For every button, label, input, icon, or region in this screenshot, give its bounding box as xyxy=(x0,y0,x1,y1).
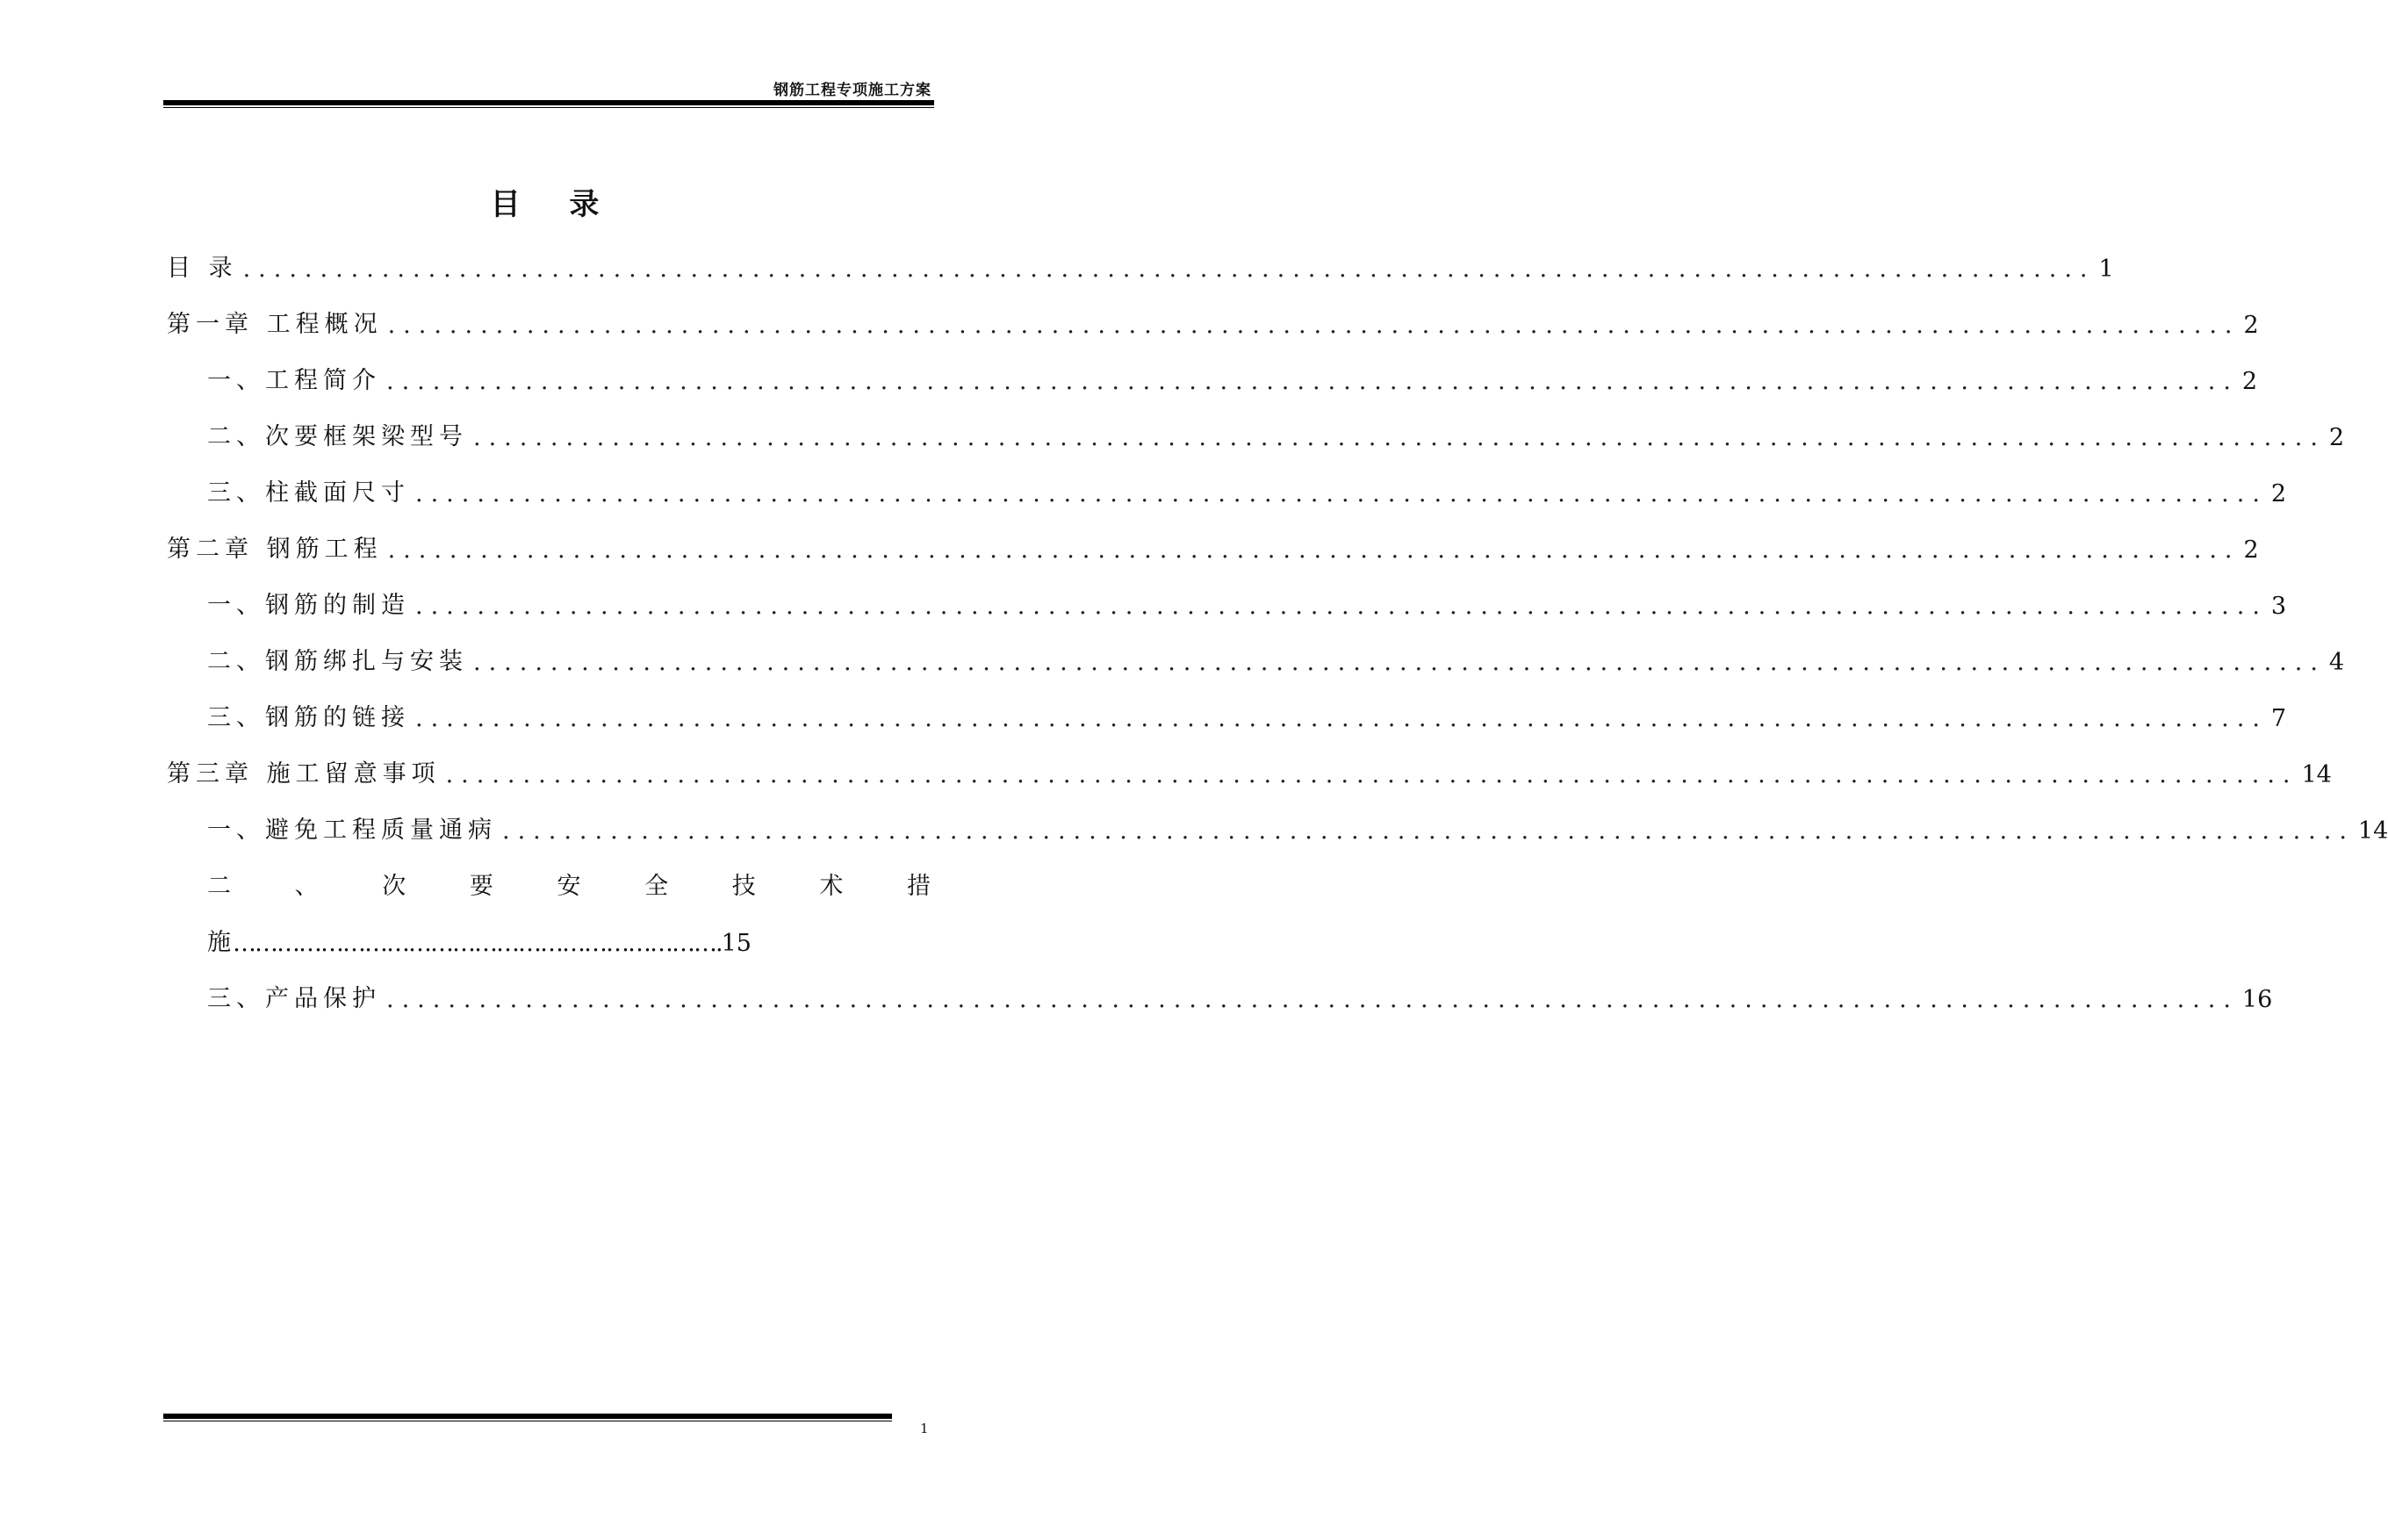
toc-entry-safety-measures-cont[interactable] xyxy=(207,922,752,957)
toc-page-number: 14 xyxy=(2301,761,2332,788)
toc-leader: ........................................................................................................................ xyxy=(502,817,2355,845)
footer-rule xyxy=(163,1414,892,1419)
toc-entry-rebar-connection[interactable] xyxy=(207,697,2287,732)
running-header: 钢筋工程专项施工方案 xyxy=(773,82,931,99)
toc-leader: …………………………………………………………. xyxy=(233,930,722,957)
toc-entry-chapter-2[interactable] xyxy=(167,529,2259,564)
toc-entry-project-intro[interactable] xyxy=(207,360,2258,395)
toc-page-number: 2 xyxy=(2270,480,2287,507)
toc-leader: ........................................................................................................................ xyxy=(415,480,2268,507)
toc-page-number: 14 xyxy=(2357,817,2388,845)
toc-entry-label: 一、钢筋的制造 xyxy=(207,592,410,619)
toc-entry-label: 三、钢筋的链接 xyxy=(207,704,410,731)
toc-page-number: 2 xyxy=(2241,368,2258,395)
toc-entry-label: 三、柱截面尺寸 xyxy=(207,479,410,507)
toc-entry-char: 二 xyxy=(207,873,231,900)
toc-page-number: 2 xyxy=(2243,312,2259,339)
toc-entry-chapter-1[interactable] xyxy=(167,304,2259,339)
toc-page-number: 15 xyxy=(721,930,752,957)
toc-entry-char: 技 xyxy=(731,873,756,900)
toc-entry-label: 目 录 xyxy=(167,255,238,282)
toc-entry-contents[interactable] xyxy=(167,248,2114,283)
toc-entry-chapter-3[interactable] xyxy=(167,753,2332,788)
toc-leader: ........................................................................................................................ xyxy=(387,312,2241,339)
header-rule-thin xyxy=(163,107,934,108)
toc-title: 目 录 xyxy=(490,187,619,222)
toc-entry-label: 第一章 工程概况 xyxy=(167,311,383,338)
toc-entry-char: 、 xyxy=(294,873,319,900)
toc-entry-label: 二、次要框架梁型号 xyxy=(207,423,468,450)
toc-page-number: 2 xyxy=(2243,536,2259,564)
toc-leader: ........................................................................................................................ xyxy=(386,368,2239,395)
toc-leader: ........................................................................................................................ xyxy=(386,986,2239,1013)
toc-entry-label: 一、避免工程质量通病 xyxy=(207,817,497,844)
toc-entry-char: 术 xyxy=(819,873,844,900)
header-rule xyxy=(163,100,934,105)
footer-page-number: 1 xyxy=(920,1421,929,1436)
toc-leader: ........................................................................................................................ xyxy=(242,255,2096,283)
toc-entry-label: 一、工程简介 xyxy=(207,367,381,394)
toc-entry-label: 三、产品保护 xyxy=(207,985,381,1012)
toc-page-number: 3 xyxy=(2270,593,2287,620)
toc-leader: ........................................................................................................................ xyxy=(415,593,2268,620)
toc-entry-safety-measures[interactable] xyxy=(207,866,931,901)
toc-page-number: 1 xyxy=(2098,255,2114,283)
toc-leader: ........................................................................................................................ xyxy=(415,705,2268,732)
toc-page-number: 4 xyxy=(2328,649,2345,676)
toc-entry-label: 第三章 施工留意事项 xyxy=(167,760,441,788)
toc-leader: ........................................................................................................................ xyxy=(473,649,2326,676)
toc-page-number: 2 xyxy=(2328,424,2345,451)
toc-entry-column-sections[interactable] xyxy=(207,472,2287,507)
toc-entry-rebar-fabrication[interactable] xyxy=(207,585,2287,620)
toc-entry-rebar-binding[interactable] xyxy=(207,641,2345,676)
toc-entry-char: 措 xyxy=(907,873,931,900)
toc-entry-label: 第二章 钢筋工程 xyxy=(167,536,383,563)
toc-entry-product-protection[interactable] xyxy=(207,978,2273,1013)
toc-entry-beam-types[interactable] xyxy=(207,416,2345,451)
toc-page-number: 7 xyxy=(2270,705,2287,732)
toc-entry-char: 次 xyxy=(382,873,406,900)
toc-leader: ........................................................................................................................ xyxy=(445,761,2298,788)
toc-leader: ........................................................................................................................ xyxy=(387,536,2241,564)
toc-entry-char: 全 xyxy=(644,873,669,900)
toc-entry-char: 安 xyxy=(557,873,581,900)
toc-entry-quality-defects[interactable] xyxy=(207,810,2388,845)
toc-entry-label: 施 xyxy=(207,929,231,956)
toc-entry-label: 二、钢筋绑扎与安装 xyxy=(207,648,468,675)
toc-page-number: 16 xyxy=(2241,986,2273,1013)
toc-leader: ........................................................................................................................ xyxy=(473,424,2326,451)
toc-entry-char: 要 xyxy=(469,873,493,900)
